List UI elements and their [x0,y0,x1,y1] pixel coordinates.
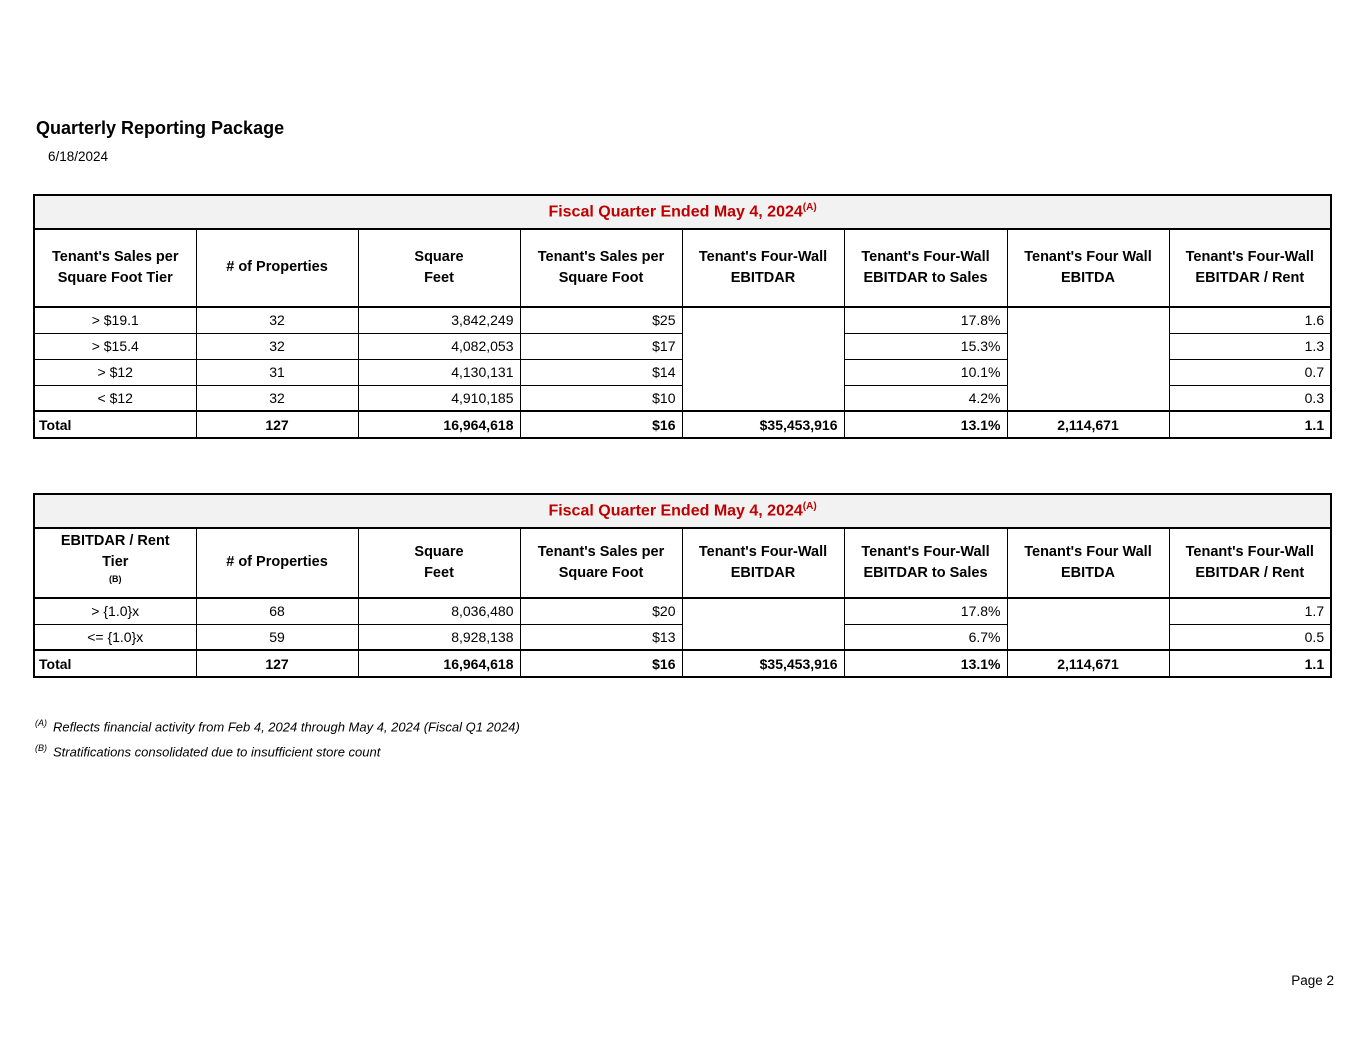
column-header-row [34,229,1331,307]
ebitdar-to-sales-cell: 4.2% [844,385,1007,411]
column-header-ebitdar-to-sales: Tenant's Four-Wall EBITDAR to Sales [844,229,1007,307]
properties-cell: 32 [196,307,358,333]
ebitda-blank-cell [1007,598,1169,650]
column-header-tier: EBITDAR / Rent Tier $^{(B)}$ [34,528,196,598]
column-header-square-feet: Square Feet [358,229,520,307]
column-header-ebitdar-rent: Tenant's Four-Wall EBITDAR / Rent [1169,229,1331,307]
total-ebitdar: $35,453,916 [682,650,844,677]
column-header-sales-psf: Tenant's Sales per Square Foot [520,528,682,598]
page-number: Page 2 [1291,973,1334,988]
total-label: Total [34,411,196,438]
column-header-row [34,528,1331,598]
page-title: Quarterly Reporting Package [36,118,285,138]
total-label: Total [34,650,196,677]
ebitda-blank-cell [1007,307,1169,411]
properties-cell: 59 [196,624,358,650]
tier-cell: <= {1.0}x [34,624,196,650]
ebitdar-rent-cell: 0.7 [1169,359,1331,385]
sales-psf-tier-table [33,194,1332,439]
sales-psf-cell: $25 [520,307,682,333]
properties-cell: 32 [196,385,358,411]
square-feet-cell: 8,928,138 [358,624,520,650]
tier-cell: > $12 [34,359,196,385]
quarter-banner-text: Fiscal Quarter Ended May 4, 2024 [548,203,803,221]
total-ebitdar-to-sales: 13.1% [844,650,1007,677]
column-header-tier: Tenant's Sales per Square Foot Tier [34,229,196,307]
footnote-a-text: Reflects financial activity from Feb 4, 2024 through May 4, 2024 (Fiscal Q1 2024) [53,719,520,735]
column-header-properties: # of Properties [196,528,358,598]
ebitdar-to-sales-cell: 10.1% [844,359,1007,385]
ebitdar-to-sales-cell: 15.3% [844,333,1007,359]
sales-psf-cell: $17 [520,333,682,359]
quarter-banner [34,494,1331,528]
footnote-ref-a: (A) [802,202,817,214]
total-sales-psf: $16 [520,411,682,438]
column-header-properties: # of Properties [196,229,358,307]
ebitdar-rent-cell: 1.3 [1169,333,1331,359]
ebitdar-blank-cell [682,598,844,650]
tier-cell: > {1.0}x [34,598,196,624]
sales-psf-cell: $14 [520,359,682,385]
quarter-banner-text: Fiscal Quarter Ended May 4, 2024 [548,502,803,520]
properties-cell: 31 [196,359,358,385]
column-header-sales-psf: Tenant's Sales per Square Foot [520,229,682,307]
total-row [34,650,1331,677]
table-row [34,307,1331,333]
column-header-ebitdar-to-sales: Tenant's Four-Wall EBITDAR to Sales [844,528,1007,598]
ebitdar-rent-cell: 0.5 [1169,624,1331,650]
ebitdar-rent-tier-table [33,493,1332,678]
column-header-square-feet: Square Feet [358,528,520,598]
total-properties: 127 [196,650,358,677]
square-feet-cell: 8,036,480 [358,598,520,624]
quarter-banner [34,195,1331,229]
footnote-a [35,718,520,734]
footnote-b-marker: (B) [35,743,47,753]
total-properties: 127 [196,411,358,438]
square-feet-cell: 4,910,185 [358,385,520,411]
total-ebitdar: $35,453,916 [682,411,844,438]
total-square-feet: 16,964,618 [358,411,520,438]
tier-cell: > $15.4 [34,333,196,359]
column-header-ebitda: Tenant's Four Wall EBITDA [1007,229,1169,307]
total-ebitdar-to-sales: 13.1% [844,411,1007,438]
column-header-ebitda: Tenant's Four Wall EBITDA [1007,528,1169,598]
square-feet-cell: 4,130,131 [358,359,520,385]
sales-psf-cell: $20 [520,598,682,624]
tier-cell: > $19.1 [34,307,196,333]
total-ebitda: 2,114,671 [1007,411,1169,438]
sales-psf-cell: $10 [520,385,682,411]
footnote-b-text: Stratifications consolidated due to insufficient store count [53,744,381,760]
properties-cell: 32 [196,333,358,359]
tier-cell: < $12 [34,385,196,411]
ebitdar-to-sales-cell: 17.8% [844,307,1007,333]
banner-row [34,494,1331,528]
footnote-ref-b: (B) [109,574,122,585]
total-sales-psf: $16 [520,650,682,677]
footnote-a-marker: (A) [35,718,47,728]
ebitdar-rent-cell: 1.7 [1169,598,1331,624]
total-ebitda: 2,114,671 [1007,650,1169,677]
column-header-ebitdar: Tenant's Four-Wall EBITDAR [682,229,844,307]
column-header-ebitdar: Tenant's Four-Wall EBITDAR [682,528,844,598]
table-row [34,598,1331,624]
properties-cell: 68 [196,598,358,624]
ebitdar-to-sales-cell: 6.7% [844,624,1007,650]
ebitdar-to-sales-cell: 17.8% [844,598,1007,624]
column-header-ebitdar-rent: Tenant's Four-Wall EBITDAR / Rent [1169,528,1331,598]
footnote-b [35,743,380,759]
total-row [34,411,1331,438]
square-feet-cell: 4,082,053 [358,333,520,359]
banner-row [34,195,1331,229]
square-feet-cell: 3,842,249 [358,307,520,333]
ebitdar-rent-cell: 0.3 [1169,385,1331,411]
total-ebitdar-rent: 1.1 [1169,411,1331,438]
ebitdar-rent-cell: 1.6 [1169,307,1331,333]
footnote-ref-a: (A) [802,501,817,513]
total-square-feet: 16,964,618 [358,650,520,677]
total-ebitdar-rent: 1.1 [1169,650,1331,677]
sales-psf-cell: $13 [520,624,682,650]
ebitdar-blank-cell [682,307,844,411]
report-date: 6/18/2024 [48,149,109,164]
